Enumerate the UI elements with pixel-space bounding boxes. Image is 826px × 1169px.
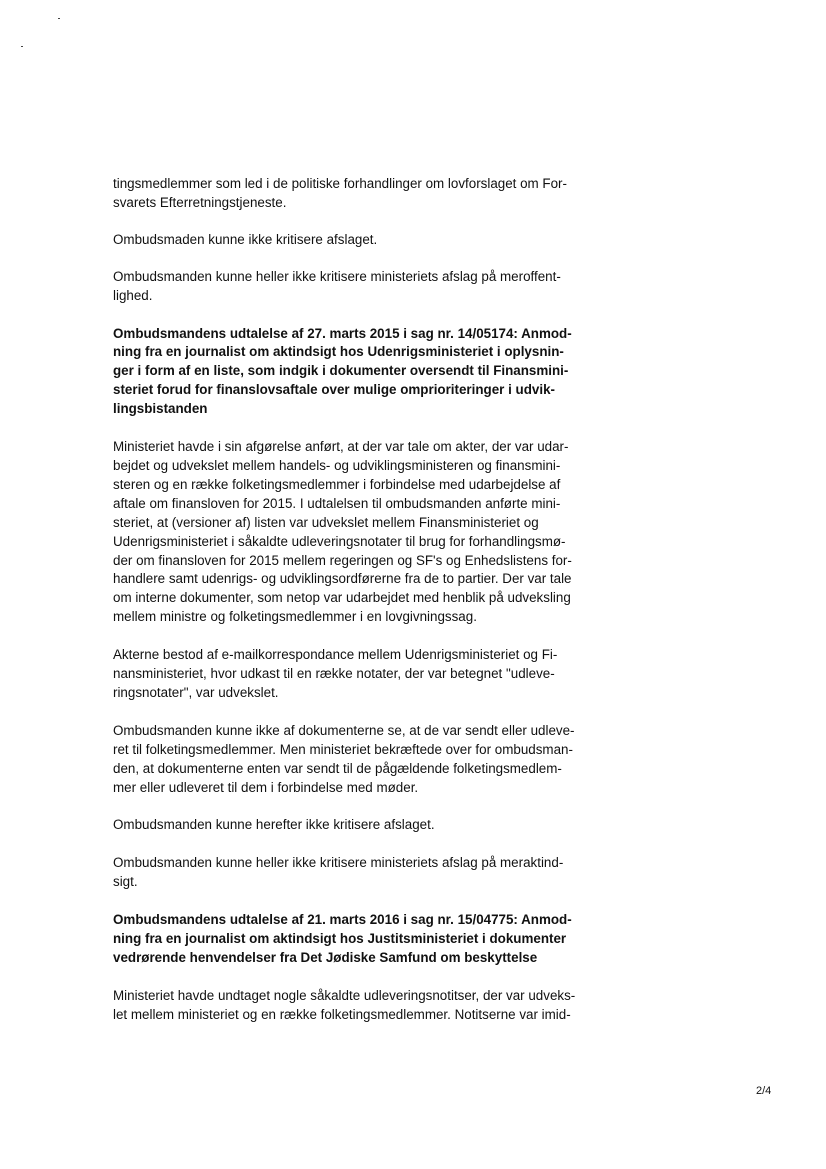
heading-line: Ombudsmandens udtalelse af 21. marts 2016 i sag nr. 15/04775: Anmod- bbox=[113, 912, 572, 928]
text-line: ret til folketingsmedlemmer. Men ministeriet bekræftede over for ombudsman- bbox=[113, 741, 573, 757]
text-line: Ministeriet havde i sin afgørelse anført, at der var tale om akter, der var udar- bbox=[113, 439, 569, 455]
heading-line: steriet forud for finanslovsaftale over mulige omprioriteringer i udvik- bbox=[113, 382, 555, 398]
text-line: Ombudsmanden kunne ikke af dokumenterne se, at de var sendt eller udleve- bbox=[113, 722, 575, 738]
text-line: handlere samt udenrigs- og udviklingsordførerne fra de to partier. Der var tale bbox=[113, 571, 572, 587]
scan-speck bbox=[21, 46, 23, 47]
scan-speck bbox=[58, 18, 60, 19]
text-line: steriet, at (versioner af) listen var udvekslet mellem Finansministeriet og bbox=[113, 514, 539, 530]
text-line: let mellem ministeriet og en række folketingsmedlemmer. Notitserne var imid- bbox=[113, 1006, 571, 1022]
text-line: om interne dokumenter, som netop var udarbejdet med henblik på udveksling bbox=[113, 590, 571, 606]
heading-line: ning fra en journalist om aktindsigt hos Udenrigsministeriet i oplysnin- bbox=[113, 344, 564, 360]
text-line: den, at dokumenterne enten var sendt til de pågældende folketingsmedlem- bbox=[113, 760, 562, 776]
paragraph bbox=[113, 722, 583, 798]
text-line: Udenrigsministeriet i såkaldte udleveringsnotater til brug for forhandlingsmø- bbox=[113, 533, 566, 549]
text-line: Ombudsmanden kunne herefter ikke kritisere afslaget. bbox=[113, 817, 435, 833]
text-line: Ministeriet havde undtaget nogle såkaldte udleveringsnotitser, der var udveks- bbox=[113, 987, 576, 1003]
paragraph bbox=[113, 231, 583, 250]
text-line: tingsmedlemmer som led i de politiske forhandlinger om lovforslaget om For- bbox=[113, 176, 567, 191]
text-line: Ombudsmanden kunne heller ikke kritisere ministeriets afslag på meroffent- bbox=[113, 268, 561, 284]
paragraph bbox=[113, 268, 583, 306]
heading-line: ning fra en journalist om aktindsigt hos Justitsministeriet i dokumenter bbox=[113, 931, 567, 947]
document-body bbox=[113, 175, 583, 1025]
text-line: svarets Efterretningstjeneste. bbox=[113, 194, 287, 210]
text-line: lighed. bbox=[113, 287, 153, 303]
text-line: nansministeriet, hvor udkast til en række notater, der var betegnet "udleve- bbox=[113, 666, 555, 682]
text-line: mellem ministre og folketingsmedlemmer i en lovgivningssag. bbox=[113, 609, 477, 625]
text-line: mer eller udleveret til dem i forbindelse med møder. bbox=[113, 779, 419, 795]
paragraph bbox=[113, 854, 583, 892]
paragraph bbox=[113, 987, 583, 1025]
paragraph bbox=[113, 646, 583, 703]
page-number: 2/4 bbox=[756, 1085, 772, 1097]
text-line: aftale om finansloven for 2015. I udtalelsen til ombudsmanden anførte mini- bbox=[113, 495, 561, 511]
heading-line: lingsbistanden bbox=[113, 401, 208, 417]
paragraph bbox=[113, 175, 583, 213]
text-line: Ombudsmaden kunne ikke kritisere afslaget. bbox=[113, 231, 378, 247]
text-line: bejdet og udvekslet mellem handels- og udviklingsministeren og finansmini- bbox=[113, 457, 561, 473]
paragraph bbox=[113, 438, 583, 627]
section-heading bbox=[113, 325, 583, 420]
heading-line: ger i form af en liste, som indgik i dokumenter oversendt til Finansmini- bbox=[113, 363, 569, 379]
text-line: Ombudsmanden kunne heller ikke kritisere ministeriets afslag på meraktind- bbox=[113, 855, 564, 871]
heading-line: vedrørende henvendelser fra Det Jødiske Samfund om beskyttelse bbox=[113, 950, 538, 965]
text-line: ringsnotater", var udvekslet. bbox=[113, 684, 279, 700]
heading-line: Ombudsmandens udtalelse af 27. marts 2015 i sag nr. 14/05174: Anmod- bbox=[113, 325, 572, 341]
text-line: der om finansloven for 2015 mellem regeringen og SF's og Enhedslistens for- bbox=[113, 552, 572, 568]
text-line: Akterne bestod af e-mailkorrespondance mellem Udenrigsministeriet og Fi- bbox=[113, 647, 558, 663]
text-line: sigt. bbox=[113, 874, 138, 890]
paragraph bbox=[113, 816, 583, 835]
section-heading bbox=[113, 911, 583, 968]
text-line: steren og en række folketingsmedlemmer i forbindelse med udarbejdelse af bbox=[113, 476, 561, 492]
